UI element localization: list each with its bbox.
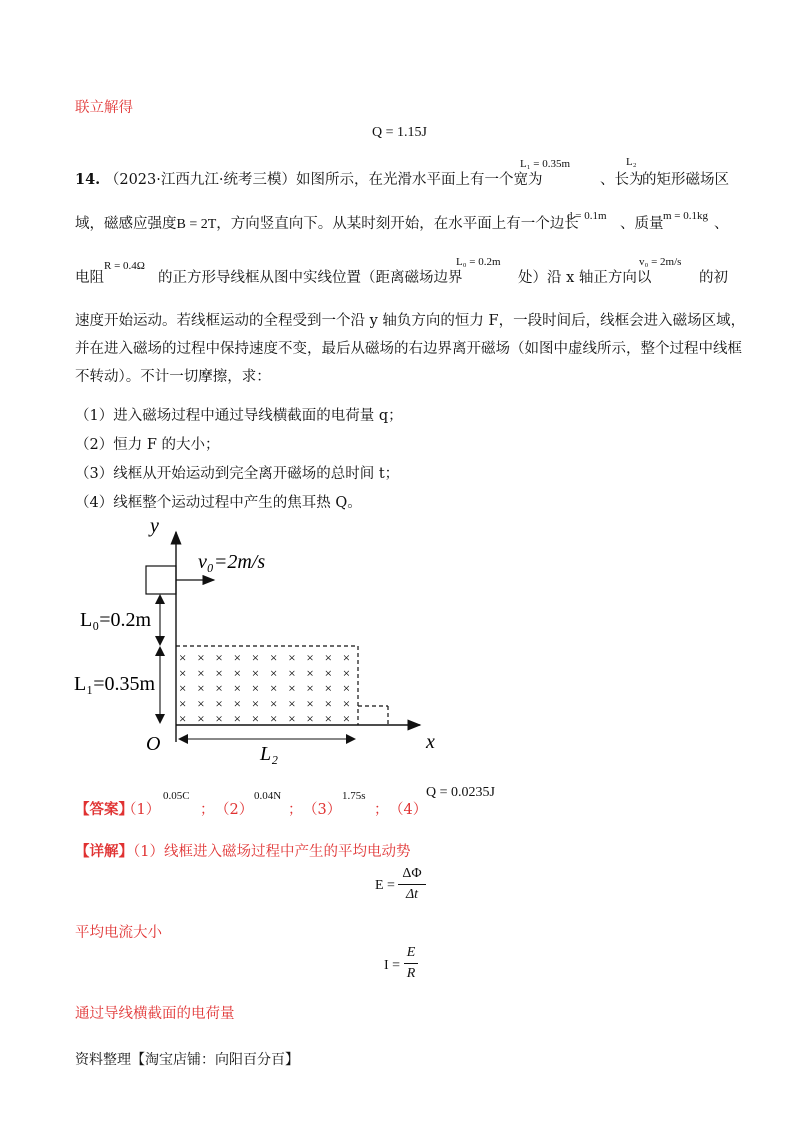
field-cross: × xyxy=(270,711,278,727)
field-cross: × xyxy=(270,680,278,696)
problem-text: ，方向竖直向下。从某时刻开始，在水平面上有一个边长 xyxy=(216,216,579,232)
field-cross: × xyxy=(215,680,223,696)
field-cross: × xyxy=(233,695,241,711)
R-expression: R = 0.4Ω xyxy=(104,260,145,272)
L1-arrow-bottom xyxy=(155,714,165,724)
L0-expression: L₀ = 0.2m xyxy=(456,256,501,268)
question-4: （4）线框整个运动过程中产生的焦耳热 Q。 xyxy=(75,495,362,511)
field-cross: × xyxy=(197,711,205,727)
field-cross: × xyxy=(342,680,351,696)
field-cross: × xyxy=(306,665,314,681)
problem-number: 14. xyxy=(75,171,101,188)
field-cross: × xyxy=(215,665,223,681)
intro-equation: Q = 1.15J xyxy=(372,125,427,140)
field-cross: × xyxy=(306,680,314,696)
m-expression: m = 0.1kg xyxy=(663,210,709,222)
L2-label: L₂ xyxy=(260,743,279,765)
answer-index-4: （4） xyxy=(389,802,428,818)
field-cross: × xyxy=(215,695,223,711)
detail-line xyxy=(75,840,410,861)
answer-index-1: （1） xyxy=(122,802,161,818)
answer-index-2: （2） xyxy=(215,802,254,818)
field-cross: × xyxy=(270,650,278,665)
answer-index-3: （3） xyxy=(303,802,342,818)
field-cross: × xyxy=(288,680,296,696)
problem-text: 的正方形导线框从图中实线位置（距离磁场边界 xyxy=(158,270,463,286)
field-cross: × xyxy=(251,665,260,681)
field-cross: × xyxy=(270,665,278,681)
field-cross: × xyxy=(197,650,205,665)
d-expression: d = 0.1m xyxy=(567,210,607,222)
field-cross: × xyxy=(215,711,223,727)
x-axis-label: x xyxy=(426,731,435,753)
field-cross: × xyxy=(342,695,351,711)
field-cross: × xyxy=(233,680,241,696)
v0-label: v₀=2m/s xyxy=(198,551,266,573)
field-cross: × xyxy=(324,650,332,665)
field-cross: × xyxy=(270,695,278,711)
field-cross: × xyxy=(306,711,314,727)
question-3: （3）线框从开始运动到完全离开磁场的总时间 t； xyxy=(75,466,400,482)
answer-value-1: 0.05C xyxy=(163,790,190,802)
answer-value-4: Q = 0.0235J xyxy=(426,785,495,800)
origin-label: O xyxy=(146,733,161,755)
wire-frame xyxy=(146,566,176,594)
answer-value-2: 0.04N xyxy=(254,790,282,802)
detail-step-1: （1）线框进入磁场过程中产生的平均电动势 xyxy=(133,844,411,860)
answer-sep-3: ； xyxy=(374,802,389,818)
y-axis-label: y xyxy=(150,515,159,537)
emf-lhs: E = xyxy=(375,878,395,893)
problem-text: 、 xyxy=(714,216,729,232)
emf-numerator: ΔΦ xyxy=(402,866,422,881)
problem-text: 处）沿 x 轴正方向以 xyxy=(518,270,652,286)
field-cross: × xyxy=(288,650,296,665)
answer-sep-2: ； xyxy=(288,802,303,818)
B-expression: B = 2T xyxy=(176,217,217,232)
problem-text: 、长为 xyxy=(600,172,644,188)
field-cross: × xyxy=(324,695,332,711)
current-lhs: I = xyxy=(384,958,401,973)
emf-denominator: Δt xyxy=(405,887,419,902)
problem-text: 、质量 xyxy=(620,216,664,232)
field-cross: × xyxy=(197,695,205,711)
field-cross: × xyxy=(179,680,187,696)
L2-expression: L₂ xyxy=(626,156,637,168)
L1-expression: L₁ = 0.35m xyxy=(520,158,571,170)
problem-source: （2023·江西九江·统考三模） xyxy=(104,172,296,188)
question-1: （1）进入磁场过程中通过导线横截面的电荷量 q； xyxy=(75,408,403,424)
field-cross: × xyxy=(251,650,260,665)
L2-arrow-left xyxy=(178,734,188,744)
field-cross: × xyxy=(342,711,351,727)
problem-text: 的初 xyxy=(699,270,728,286)
current-fraction xyxy=(404,945,418,982)
L2-arrow-right xyxy=(346,734,356,744)
intro-heading: 联立解得 xyxy=(75,100,133,116)
field-cross: × xyxy=(179,695,187,711)
problem-text: 的矩形磁场区 xyxy=(642,172,729,188)
charge-heading: 通过导线横截面的电荷量 xyxy=(75,1006,235,1022)
field-cross: × xyxy=(251,711,260,727)
field-cross: × xyxy=(288,665,296,681)
field-cross: × xyxy=(306,695,314,711)
current-numerator: E xyxy=(406,945,416,960)
L0-arrow-top xyxy=(155,594,165,604)
current-heading: 平均电流大小 xyxy=(75,925,162,941)
field-cross: × xyxy=(324,680,332,696)
field-cross: × xyxy=(233,711,241,727)
field-crosses xyxy=(179,650,350,726)
field-cross: × xyxy=(215,650,223,665)
question-2: （2）恒力 F 的大小； xyxy=(75,437,220,453)
problem-line-5: 并在进入磁场的过程中保持速度不变，最后从磁场的右边界离开磁场（如图中虚线所示，整个过程中线框 xyxy=(75,341,742,357)
field-cross: × xyxy=(342,650,351,665)
field-cross: × xyxy=(251,695,260,711)
answer-sep-1: ； xyxy=(200,802,215,818)
field-cross: × xyxy=(251,680,260,696)
problem-text: 电阻 xyxy=(75,270,104,286)
L0-label: L₀=0.2m xyxy=(80,609,152,631)
L1-label: L₁=0.35m xyxy=(74,673,156,695)
field-cross: × xyxy=(288,711,296,727)
field-cross: × xyxy=(288,695,296,711)
detail-tag: 【详解】 xyxy=(75,843,133,860)
field-cross: × xyxy=(324,711,332,727)
footer-note: 资料整理【淘宝店铺：向阳百分百】 xyxy=(75,1052,299,1068)
field-cross: × xyxy=(179,650,187,665)
current-denominator: R xyxy=(406,966,416,981)
field-cross: × xyxy=(197,665,205,681)
problem-text: 如图所示，在光滑水平面上有一个宽为 xyxy=(295,172,543,188)
field-cross: × xyxy=(342,665,351,681)
field-cross: × xyxy=(233,665,241,681)
problem-text: 域，磁感应强度 xyxy=(75,216,177,232)
problem-line-4: 速度开始运动。若线框运动的全程受到一个沿 y 轴负方向的恒力 F，一段时间后，线框会进入磁场区域， xyxy=(75,313,746,329)
answer-value-3: 1.75s xyxy=(342,790,366,802)
L0-arrow-bottom xyxy=(155,636,165,646)
L1-arrow-top xyxy=(155,646,165,656)
field-cross: × xyxy=(197,680,205,696)
problem-line-6: 不转动）。不计一切摩擦，求： xyxy=(75,369,271,385)
answer-tag: 【答案】 xyxy=(75,801,133,818)
field-cross: × xyxy=(179,665,187,681)
field-cross: × xyxy=(306,650,314,665)
field-cross: × xyxy=(233,650,241,665)
field-cross: × xyxy=(179,711,187,727)
emf-fraction xyxy=(398,866,426,903)
field-cross: × xyxy=(324,665,332,681)
v0-expression: v₀ = 2m/s xyxy=(639,256,682,268)
